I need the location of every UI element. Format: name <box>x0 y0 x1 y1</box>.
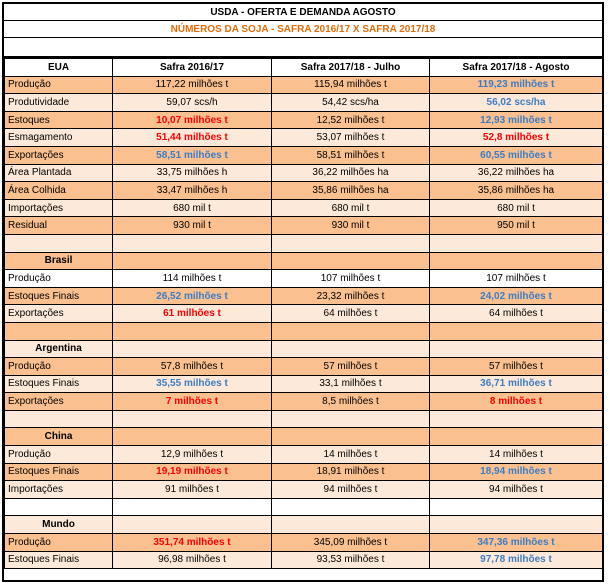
section-header-row <box>5 340 603 358</box>
value-cell <box>113 322 272 340</box>
value-cell: 33,47 milhões h <box>113 182 272 200</box>
value-cell: 107 milhões t <box>272 270 430 288</box>
value-cell: 57,8 milhões t <box>113 358 272 376</box>
row-label: Estoques Finais <box>5 375 113 393</box>
report-subtitle: NÚMEROS DA SOJA - SAFRA 2016/17 X SAFRA 2017/18 <box>4 21 602 38</box>
value-cell <box>113 534 272 552</box>
row-label: Produtividade <box>5 94 113 112</box>
value-cell <box>430 234 603 252</box>
row-label: Estoques Finais <box>5 287 113 305</box>
row-label: Exportações <box>5 305 113 323</box>
section-label: Argentina <box>5 340 113 358</box>
value-cell <box>113 305 272 323</box>
column-header: EUA <box>5 59 113 77</box>
row-label <box>5 410 113 428</box>
table-row <box>5 287 603 305</box>
column-header: Safra 2017/18 - Agosto <box>430 59 603 77</box>
highlighted-value-blue: 97,78 milhões t <box>480 554 552 566</box>
row-label: Produção <box>5 446 113 464</box>
highlighted-value-red: 61 milhões t <box>163 308 221 320</box>
value-cell <box>272 498 430 516</box>
value-cell <box>272 410 430 428</box>
highlighted-value-red: 8 milhões t <box>489 396 543 408</box>
value-cell: 57 milhões t <box>272 358 430 376</box>
value-cell <box>113 252 272 270</box>
value-cell: 12,9 milhões t <box>113 446 272 464</box>
value-cell <box>430 463 603 481</box>
table-row <box>5 76 603 94</box>
value-cell <box>272 428 430 446</box>
soy-supply-demand-table <box>4 58 603 569</box>
highlighted-value-red: 351,74 milhões t <box>153 536 231 548</box>
table-row <box>5 358 603 376</box>
highlighted-value-blue: 56,02 scs/ha <box>486 96 546 108</box>
section-label: China <box>5 428 113 446</box>
highlighted-value-blue: 58,51 milhões t <box>156 149 228 161</box>
value-cell: 96,98 milhões t <box>113 551 272 569</box>
report-title: USDA - OFERTA E DEMANDA AGOSTO <box>4 4 602 21</box>
column-header: Safra 2016/17 <box>113 59 272 77</box>
table-row <box>5 164 603 182</box>
value-cell: 91 milhões t <box>113 481 272 499</box>
value-cell: 57 milhões t <box>430 358 603 376</box>
value-cell: 117,22 milhões t <box>113 76 272 94</box>
value-cell <box>113 234 272 252</box>
highlighted-value-blue: 12,93 milhões t <box>480 114 552 126</box>
value-cell <box>430 146 603 164</box>
value-cell: 14 milhões t <box>272 446 430 464</box>
table-row <box>5 270 603 288</box>
blank-row <box>5 322 603 340</box>
section-label: Mundo <box>5 516 113 534</box>
section-label: Brasil <box>5 252 113 270</box>
row-label: Exportações <box>5 393 113 411</box>
value-cell: 18,91 milhões t <box>272 463 430 481</box>
row-label: Produção <box>5 76 113 94</box>
value-cell <box>113 129 272 147</box>
value-cell <box>430 287 603 305</box>
report-frame <box>2 2 604 582</box>
row-label: Produção <box>5 534 113 552</box>
value-cell: 107 milhões t <box>430 270 603 288</box>
row-label: Importações <box>5 481 113 499</box>
row-label: Estoques Finais <box>5 551 113 569</box>
row-label: Produção <box>5 358 113 376</box>
value-cell <box>113 410 272 428</box>
table-row <box>5 481 603 499</box>
value-cell <box>430 393 603 411</box>
highlighted-value-blue: 119,23 milhões t <box>477 79 555 91</box>
value-cell: 950 mil t <box>430 217 603 235</box>
value-cell <box>272 234 430 252</box>
value-cell: 23,32 milhões t <box>272 287 430 305</box>
value-cell <box>113 111 272 129</box>
value-cell: 680 mil t <box>272 199 430 217</box>
blank-row <box>5 498 603 516</box>
row-label: Esmagamento <box>5 129 113 147</box>
value-cell: 94 milhões t <box>272 481 430 499</box>
table-row <box>5 111 603 129</box>
value-cell <box>113 340 272 358</box>
value-cell <box>430 410 603 428</box>
value-cell <box>272 516 430 534</box>
table-row <box>5 551 603 569</box>
table-row <box>5 305 603 323</box>
value-cell: 345,09 milhões t <box>272 534 430 552</box>
highlighted-value-red: 7 milhões t <box>165 396 219 408</box>
section-header-row <box>5 516 603 534</box>
table-row <box>5 375 603 393</box>
table-row <box>5 182 603 200</box>
value-cell: 114 milhões t <box>113 270 272 288</box>
value-cell <box>430 129 603 147</box>
value-cell: 930 mil t <box>113 217 272 235</box>
value-cell <box>430 516 603 534</box>
value-cell <box>430 111 603 129</box>
value-cell <box>430 428 603 446</box>
value-cell <box>113 287 272 305</box>
value-cell: 53,07 milhões t <box>272 129 430 147</box>
value-cell: 33,75 milhões h <box>113 164 272 182</box>
value-cell: 36,22 milhões ha <box>430 164 603 182</box>
row-label: Exportações <box>5 146 113 164</box>
highlighted-value-red: 51,44 milhões t <box>156 132 228 144</box>
value-cell <box>430 252 603 270</box>
table-row <box>5 217 603 235</box>
value-cell <box>272 322 430 340</box>
value-cell <box>113 393 272 411</box>
table-row <box>5 146 603 164</box>
value-cell <box>430 76 603 94</box>
row-label: Produção <box>5 270 113 288</box>
value-cell: 94 milhões t <box>430 481 603 499</box>
value-cell: 680 mil t <box>113 199 272 217</box>
table-row <box>5 534 603 552</box>
highlighted-value-blue: 24,02 milhões t <box>480 290 552 302</box>
value-cell: 54,42 scs/ha <box>272 94 430 112</box>
value-cell <box>430 534 603 552</box>
row-label <box>5 498 113 516</box>
highlighted-value-blue: 18,94 milhões t <box>480 466 552 478</box>
highlighted-value-red: 19,19 milhões t <box>156 466 228 478</box>
row-label: Área Colhida <box>5 182 113 200</box>
highlighted-value-blue: 35,55 milhões t <box>156 378 228 390</box>
table-row <box>5 129 603 147</box>
value-cell <box>113 516 272 534</box>
value-cell <box>430 94 603 112</box>
table-row <box>5 199 603 217</box>
value-cell <box>113 428 272 446</box>
row-label: Área Plantada <box>5 164 113 182</box>
row-label <box>5 322 113 340</box>
value-cell: 33,1 milhões t <box>272 375 430 393</box>
value-cell: 59,07 scs/h <box>113 94 272 112</box>
value-cell: 93,53 milhões t <box>272 551 430 569</box>
row-label: Estoques Finais <box>5 463 113 481</box>
value-cell <box>430 322 603 340</box>
value-cell <box>272 252 430 270</box>
value-cell <box>113 146 272 164</box>
blank-row <box>5 234 603 252</box>
value-cell: 930 mil t <box>272 217 430 235</box>
blank-header-row <box>4 38 602 58</box>
value-cell: 35,86 milhões ha <box>430 182 603 200</box>
value-cell <box>113 463 272 481</box>
value-cell: 35,86 milhões ha <box>272 182 430 200</box>
row-label <box>5 234 113 252</box>
section-header-row <box>5 252 603 270</box>
row-label: Residual <box>5 217 113 235</box>
table-row <box>5 463 603 481</box>
value-cell: 64 milhões t <box>430 305 603 323</box>
value-cell <box>113 498 272 516</box>
table-row <box>5 94 603 112</box>
column-header-row <box>5 59 603 77</box>
value-cell: 680 mil t <box>430 199 603 217</box>
value-cell <box>430 551 603 569</box>
value-cell: 64 milhões t <box>272 305 430 323</box>
highlighted-value-blue: 60,55 milhões t <box>480 149 552 161</box>
value-cell <box>430 498 603 516</box>
section-header-row <box>5 428 603 446</box>
row-label: Importações <box>5 199 113 217</box>
table-row <box>5 446 603 464</box>
highlighted-value-blue: 26,52 milhões t <box>156 290 228 302</box>
column-header: Safra 2017/18 - Julho <box>272 59 430 77</box>
value-cell: 14 milhões t <box>430 446 603 464</box>
value-cell: 36,22 milhões ha <box>272 164 430 182</box>
row-label: Estoques <box>5 111 113 129</box>
highlighted-value-blue: 347,36 milhões t <box>477 536 555 548</box>
value-cell: 115,94 milhões t <box>272 76 430 94</box>
value-cell: 12,52 milhões t <box>272 111 430 129</box>
highlighted-value-blue: 36,71 milhões t <box>480 378 552 390</box>
value-cell <box>430 340 603 358</box>
value-cell: 8,5 milhões t <box>272 393 430 411</box>
value-cell <box>430 375 603 393</box>
highlighted-value-red: 52,8 milhões t <box>482 132 550 144</box>
highlighted-value-red: 10,07 milhões t <box>156 114 228 126</box>
table-row <box>5 393 603 411</box>
blank-row <box>5 410 603 428</box>
value-cell: 58,51 milhões t <box>272 146 430 164</box>
value-cell <box>272 340 430 358</box>
value-cell <box>113 375 272 393</box>
